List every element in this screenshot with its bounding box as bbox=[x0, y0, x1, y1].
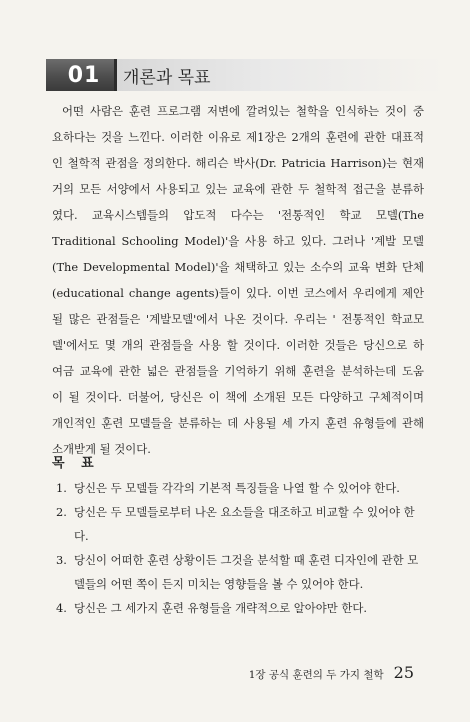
page-footer bbox=[249, 663, 414, 682]
goal-number: 1. bbox=[56, 481, 67, 495]
section-title: 개론과 목표 bbox=[114, 59, 444, 91]
intro-line: 인 철학적 관점을 정의한다. 해리슨 박사(Dr. Patricia Harrison)는 현재 bbox=[52, 156, 424, 170]
goal-item bbox=[56, 500, 428, 548]
goal-item bbox=[56, 476, 428, 500]
intro-line: 였다. 교육시스템들의 압도적 다수는 '전통적인 학교 모델(The bbox=[52, 208, 424, 222]
section-number-badge: 01 bbox=[46, 59, 114, 91]
intro-line: (The Developmental Model)'을 채택하고 있는 소수의 교육 변화 단체 bbox=[52, 260, 424, 274]
goal-number: 4. bbox=[56, 601, 67, 615]
page-number: 25 bbox=[393, 663, 414, 682]
goal-text: 당신은 그 세가지 훈련 유형들을 개략적으로 알아야만 한다. bbox=[74, 601, 368, 615]
intro-line: 소개받게 될 것이다. bbox=[52, 442, 151, 456]
goal-item bbox=[56, 548, 428, 596]
intro-line: Traditional Schooling Model)'을 사용 하고 있다. 그러나 '계발 모델 bbox=[52, 234, 424, 248]
intro-line: 델'에서도 몇 개의 관점들을 사용 할 것이다. 이러한 것들은 당신으로 하 bbox=[52, 338, 424, 352]
running-footer-chapter: 1장 공식 훈련의 두 가지 철학 bbox=[248, 669, 384, 681]
goal-number: 3. bbox=[56, 553, 67, 567]
intro-line: (educational change agents)들이 있다. 이번 코스에서 우리에게 제안 bbox=[52, 286, 424, 300]
goal-number: 2. bbox=[56, 505, 67, 519]
goal-text: 당신은 두 모델들 각각의 기본적 특징들을 나열 할 수 있어야 한다. bbox=[74, 481, 400, 495]
intro-line: 요하다는 것을 느낀다. 이러한 이유로 제1장은 2개의 훈련에 관한 대표적 bbox=[52, 130, 424, 144]
intro-line: 어떤 사람은 훈련 프로그램 저변에 깔려있는 철학을 인식하는 것이 중 bbox=[62, 104, 424, 118]
goals-list bbox=[56, 476, 428, 620]
intro-line: 될 많은 관점들은 '계발모델'에서 나온 것이다. 우리는 ' 전통적인 학교모 bbox=[52, 312, 424, 326]
goal-text: 당신은 두 모델들로부터 나온 요소들을 대조하고 비교할 수 있어야 한다. bbox=[74, 505, 415, 543]
goals-heading: 목 표 bbox=[52, 456, 100, 471]
section-header bbox=[46, 58, 444, 92]
intro-paragraph bbox=[52, 98, 424, 462]
intro-line: 이 될 것이다. 더불어, 당신은 이 책에 소개된 모든 다양하고 구체적이며 bbox=[52, 390, 424, 404]
goal-text: 당신이 어떠한 훈련 상황이든 그것을 분석할 때 훈련 디자인에 관한 모델들의 어떤 쪽이 든지 미치는 영향들을 볼 수 있어야 한다. bbox=[74, 553, 419, 591]
goal-item bbox=[56, 596, 428, 620]
intro-line: 개인적인 훈련 모델들을 분류하는 데 사용될 세 가지 훈련 유형들에 관해 bbox=[52, 416, 424, 430]
intro-line: 거의 모든 서양에서 사용되고 있는 교육에 관한 두 철학적 접근을 분류하 bbox=[52, 182, 424, 196]
intro-line: 여금 교육에 관한 넓은 관점들을 기억하기 위해 훈련을 분석하는데 도움 bbox=[52, 364, 424, 378]
